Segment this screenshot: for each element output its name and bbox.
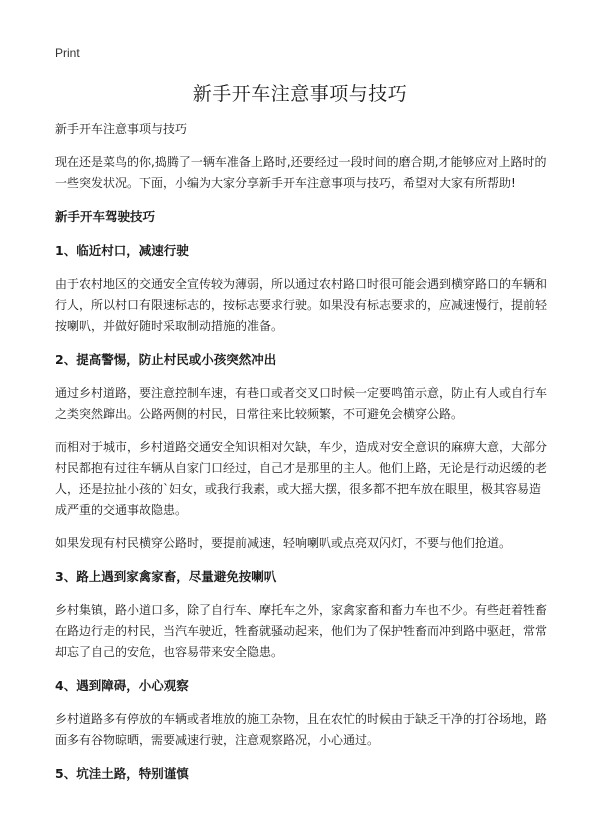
tip-heading-5: 5、坑洼土路，特别谨慎 <box>55 766 189 781</box>
tip-paragraph: 乡村集镇，路小道口多，除了自行车、摩托车之外，家禽家畜和畜力车也不少。有些赶着牲畜在路边行走的村民，当汽车驶近，牲畜就骚动起来，他们为了保护牲畜而冲到路中驱赶，常常却忘了自己的安危，也容易带来安全隐患。 <box>55 603 548 659</box>
intro-paragraph: 现在还是菜鸟的你,捣腾了一辆车准备上路时,还要经过一段时间的磨合期,才能够应对上路时的一些突发状况。下面，小编为大家分享新手开车注意事项与技巧，希望对大家有所帮助! <box>55 155 547 190</box>
tip-paragraph: 由于农村地区的交通安全宣传较为薄弱，所以通过农村路口时很可能会遇到横穿路口的车辆和行人，所以村口有限速标志的，按标志要求行驶。如果没有标志要求的，应减速慢行，提前轻按喇叭，并做好随时采取制动措施的准备。 <box>55 277 548 333</box>
tip-paragraph: 乡村道路多有停放的车辆或者堆放的施工杂物，且在农忙的时候由于缺乏干净的打谷场地，路面多有谷物晾晒，需要减速行驶，注意观察路况，小心通过。 <box>55 712 548 747</box>
tip-paragraph: 如果发现有村民横穿公路时，要提前减速，轻响喇叭或点亮双闪灯，不要与他们抢道。 <box>55 536 512 550</box>
print-link[interactable]: Print <box>55 46 80 60</box>
page-title: 新手开车注意事项与技巧 <box>192 83 408 105</box>
tip-heading-3: 3、路上遇到家禽家畜，尽量避免按喇叭 <box>55 569 277 584</box>
tip-paragraph: 通过乡村道路，要注意控制车速，有巷口或者交叉口时候一定要鸣笛示意，防止有人或自行车之类突然蹿出。公路两侧的村民，日常往来比较频繁，不可避免会横穿公路。 <box>55 386 548 421</box>
tip-heading-2: 2、提高警惕，防止村民或小孩突然冲出 <box>55 352 277 367</box>
tip-paragraph: 而相对于城市，乡村道路交通安全知识相对欠缺，车少，造成对安全意识的麻痹大意，大部分村民都抱有过往车辆从自家门口经过，自己才是那里的主人。他们上路，无论是行动迟缓的老人，还是拉扯小孩的`妇女，或我行我素，或大摇大摆，很多都不把车放在眼里，极其容易造成严重的交通事故隐患。 <box>55 440 548 517</box>
tip-heading-1: 1、临近村口，减速行驶 <box>55 243 189 258</box>
tip-heading-4: 4、遇到障碍，小心观察 <box>55 678 189 693</box>
section-heading: 新手开车驾驶技巧 <box>55 209 156 224</box>
article-subtitle: 新手开车注意事项与技巧 <box>55 122 188 136</box>
article-body <box>55 119 547 797</box>
